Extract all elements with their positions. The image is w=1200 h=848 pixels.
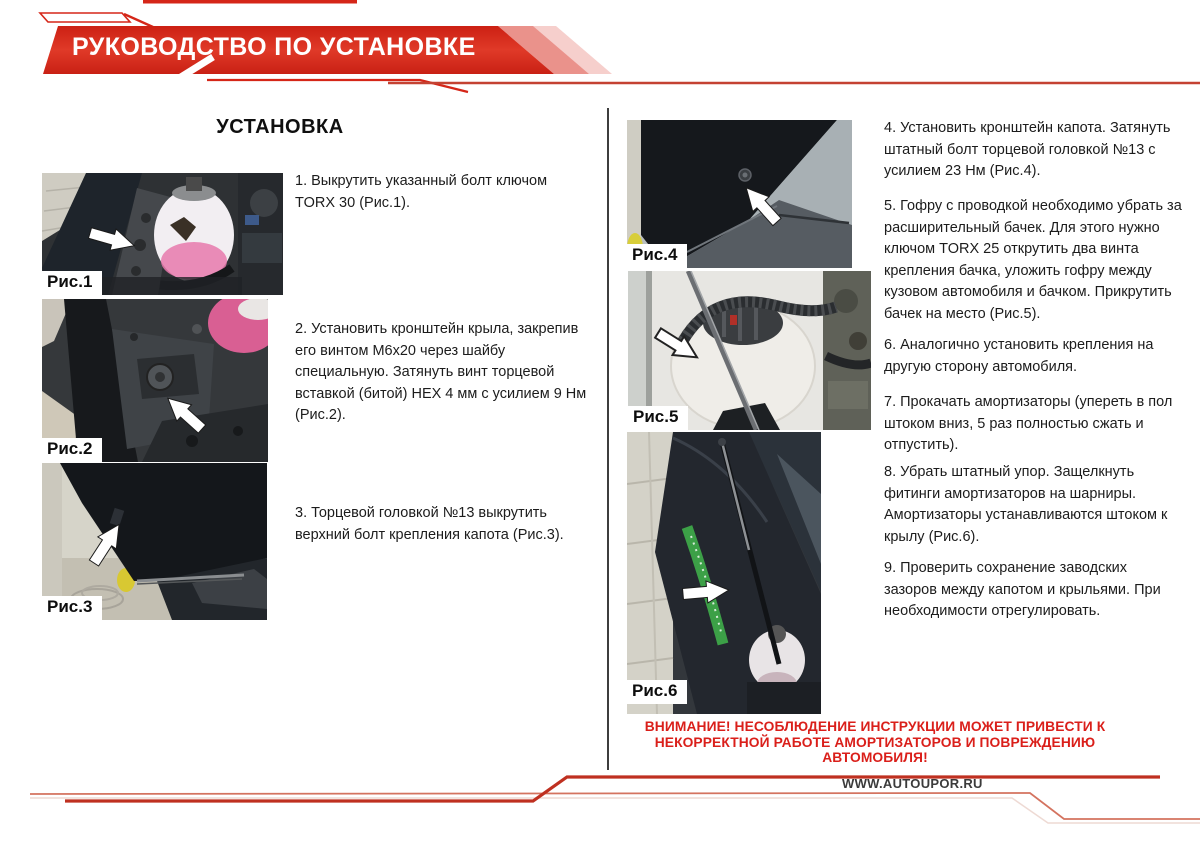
- figure-1-label: Рис.1: [42, 271, 102, 295]
- step-2: 2. Установить кронштейн крыла, закрепив его винтом М6х20 через шайбу специальную. Затянуть винт торцевой вставкой (битой) HEX 4 мм с усилием 9 Нм (Рис.2).: [295, 321, 587, 423]
- warning-line-3: АВТОМОБИЛЯ!: [822, 750, 928, 766]
- step-7: 7. Прокачать амортизаторы (упереть в пол штоком вниз, 5 раз полностью сжать и отпустить).: [884, 394, 1173, 453]
- footer-website-link[interactable]: WWW.AUTOUPOR.RU: [842, 776, 983, 791]
- figure-3-label: Рис.3: [42, 596, 102, 620]
- footer-graphic: [0, 765, 1200, 848]
- step-8: 8. Убрать штатный упор. Защелкнуть фитинги амортизаторов на шарниры. Амортизаторы устанавливаются штоком к крылу (Рис.6).: [884, 464, 1168, 545]
- figure-2-photo: [42, 299, 268, 462]
- step-3: 3. Торцевой головкой №13 выкрутить верхний болт крепления капота (Рис.3).: [295, 505, 564, 543]
- figure-3-photo: [42, 463, 267, 620]
- step-5: 5. Гофру с проводкой необходимо убрать за расширительный бачек. Для этого нужно ключом TORX 25 открутить два винта крепления бачка, уложить гофру между кузовом автомобиля и бачком. Прикрутить бачек на место (Рис.5).: [884, 198, 1182, 322]
- figure-6-label: Рис.6: [627, 680, 687, 704]
- figure-2-label: Рис.2: [42, 438, 102, 462]
- step-1: 1. Выкрутить указанный болт ключом TORX 30 (Рис.1).: [295, 173, 548, 211]
- warning-text: [625, 719, 1125, 766]
- step-9: 9. Проверить сохранение заводских зазоров между капотом и крыльями. При необходимости отрегулировать.: [884, 560, 1161, 619]
- figure-4-label: Рис.4: [627, 244, 687, 268]
- step-4: 4. Установить кронштейн капота. Затянуть штатный болт торцевой головкой №13 с усилием 23 Нм (Рис.4).: [884, 120, 1171, 179]
- figure-5-photo: [628, 271, 871, 430]
- warning-line-2: НЕКОРРЕКТНОЙ РАБОТЕ АМОРТИЗАТОРОВ И ПОВРЕЖДЕНИЮ: [654, 734, 1096, 750]
- figure-1-photo: [42, 173, 283, 295]
- figure-6-photo: [627, 432, 821, 714]
- warning-line-1: ВНИМАНИЕ! НЕСОБЛЮДЕНИЕ ИНСТРУКЦИИ МОЖЕТ ПРИВЕСТИ К: [644, 719, 1106, 734]
- column-divider: [607, 108, 609, 770]
- page-title: РУКОВОДСТВО ПО УСТАНОВКЕ: [72, 33, 476, 61]
- figure-4-photo: [627, 120, 852, 268]
- figure-5-label: Рис.5: [628, 406, 688, 430]
- step-6: 6. Аналогично установить крепления на другую сторону автомобиля.: [884, 337, 1154, 375]
- section-title: УСТАНОВКА: [216, 116, 344, 138]
